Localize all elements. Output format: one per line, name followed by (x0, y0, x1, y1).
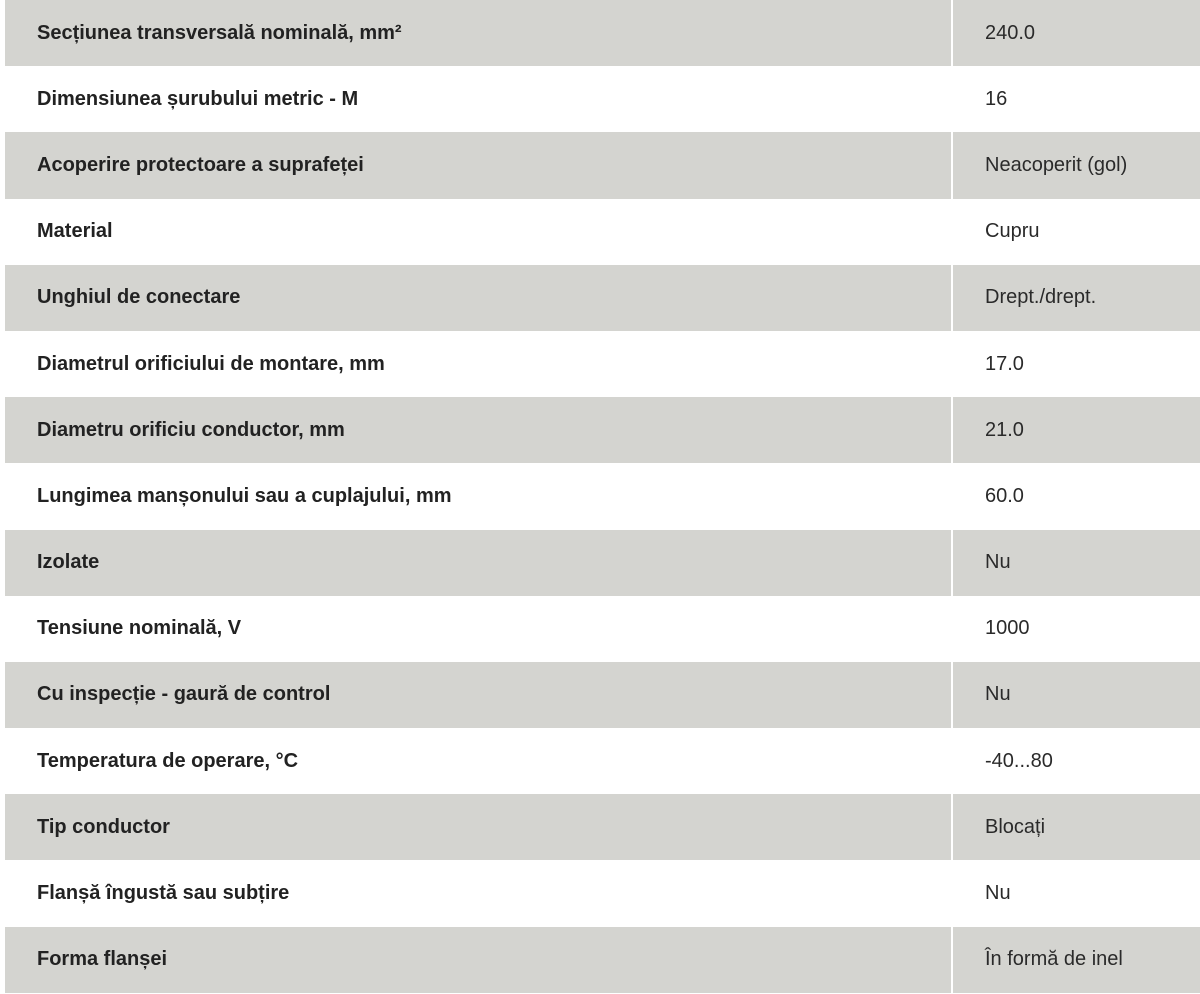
table-row (5, 860, 1200, 926)
spec-value: 21.0 (985, 418, 1024, 441)
spec-label: Secțiunea transversală nominală, mm² (5, 0, 953, 66)
spec-label: Material (5, 199, 953, 265)
spec-value: Nu (985, 882, 1011, 905)
table-row (5, 331, 1200, 397)
table-row (5, 596, 1200, 662)
table-row (5, 66, 1200, 132)
spec-value: 240.0 (985, 21, 1036, 44)
spec-value: Nu (985, 551, 1011, 574)
spec-value: Neacoperit (gol) (985, 153, 1128, 176)
spec-value: În formă de inel (985, 948, 1123, 971)
table-row (5, 132, 1200, 198)
table-row (5, 0, 1200, 66)
spec-label: Dimensiunea șurubului metric - M (5, 66, 953, 132)
spec-label: Diametrul orificiului de montare, mm (5, 331, 953, 397)
table-row (5, 728, 1200, 794)
spec-value: 16 (985, 87, 1008, 110)
spec-value: Drept./drept. (985, 286, 1097, 309)
table-row (5, 397, 1200, 463)
table-row (5, 463, 1200, 529)
spec-label: Unghiul de conectare (5, 265, 953, 331)
table-row (5, 794, 1200, 860)
spec-label: Acoperire protectoare a suprafeței (5, 132, 953, 198)
spec-label: Tensiune nominală, V (5, 596, 953, 662)
spec-value: Blocați (985, 815, 1046, 838)
spec-value: Cupru (985, 220, 1040, 243)
spec-label: Tip conductor (5, 794, 953, 860)
spec-label: Forma flanșei (5, 927, 953, 993)
spec-label: Izolate (5, 530, 953, 596)
spec-label: Diametru orificiu conductor, mm (5, 397, 953, 463)
table-row (5, 199, 1200, 265)
spec-table (5, 0, 1200, 993)
table-row (5, 927, 1200, 993)
table-row (5, 530, 1200, 596)
spec-value: -40...80 (985, 749, 1053, 772)
table-row (5, 662, 1200, 728)
spec-label: Flanșă îngustă sau subțire (5, 860, 953, 926)
spec-value: 17.0 (985, 352, 1024, 375)
spec-label: Lungimea manșonului sau a cuplajului, mm (5, 463, 953, 529)
spec-value: Nu (985, 683, 1011, 706)
table-row (5, 265, 1200, 331)
spec-label: Cu inspecție - gaură de control (5, 662, 953, 728)
spec-label: Temperatura de operare, °C (5, 728, 953, 794)
spec-value: 1000 (985, 617, 1030, 640)
spec-value: 60.0 (985, 484, 1024, 507)
